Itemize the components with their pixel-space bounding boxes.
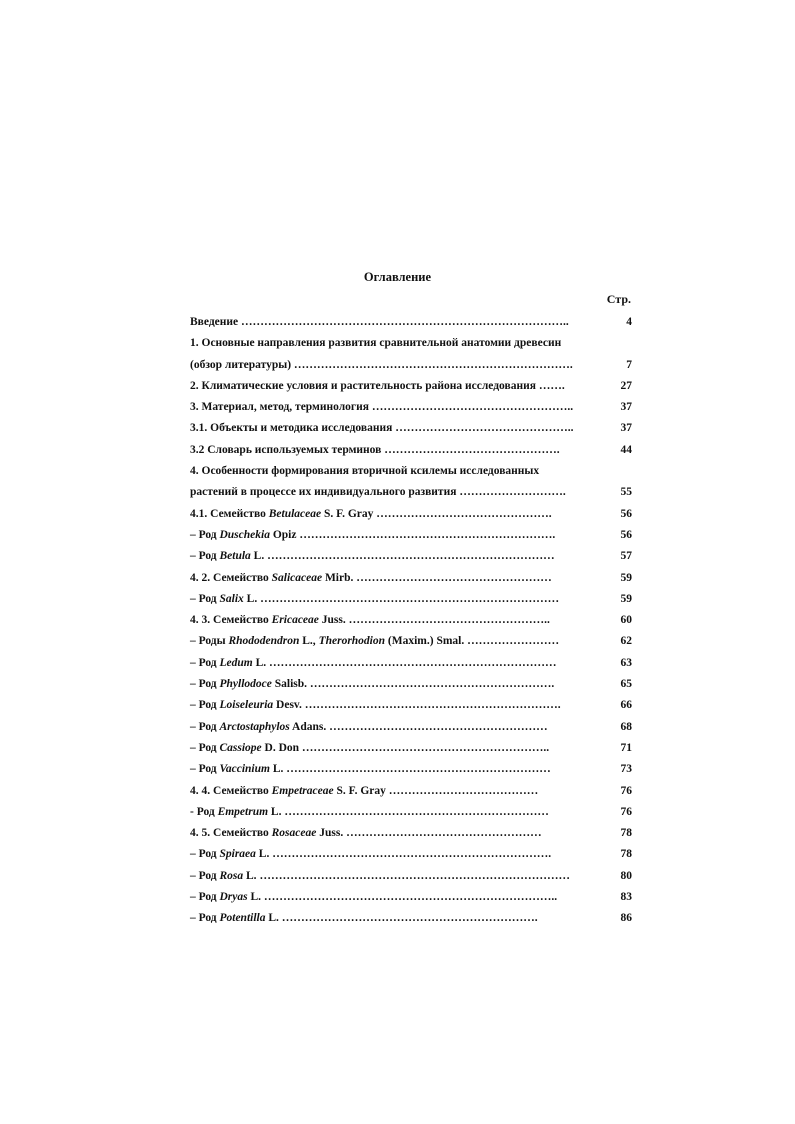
taxon-name: Therorhodion (318, 635, 386, 648)
toc-page-number: 68 (620, 720, 632, 733)
toc-entry (190, 314, 632, 335)
taxon-name: Salix (219, 592, 244, 605)
toc-entry (190, 378, 632, 399)
toc-entry (190, 335, 632, 356)
toc-entry (190, 484, 632, 505)
toc-entry-title (190, 783, 538, 799)
toc-text: 2. Климатические условия и растительность района исследования (190, 379, 539, 392)
taxon-name: Rosaceae (271, 827, 317, 840)
toc-text: 4. Особенности формирования вторичной ксилемы исследованных (190, 465, 540, 478)
taxon-name: Ericaceae (271, 614, 319, 627)
page-column-label: Стр. (606, 292, 631, 306)
toc-text: 4. 5. Семейство (190, 827, 272, 840)
toc-page-number: 56 (620, 507, 632, 520)
toc-entry-title (190, 910, 538, 926)
toc-entry (190, 548, 632, 569)
toc-entry (190, 783, 632, 804)
toc-entry-title (190, 804, 549, 820)
toc-page-number: 59 (620, 571, 632, 584)
toc-entry-title (190, 548, 555, 564)
toc-text: Desv. (273, 699, 305, 712)
toc-page-number: 4 (626, 316, 632, 328)
toc-page-number: 59 (620, 592, 632, 605)
toc-leader-dots: ……………………………………………………………………… (259, 869, 570, 882)
page-title: Оглавление (363, 270, 432, 284)
toc-text: 4.1. Семейство (190, 507, 269, 520)
toc-text: (обзор литературы) (190, 358, 294, 371)
toc-entry (190, 612, 632, 633)
toc-entry (190, 357, 632, 378)
toc-page-number: 78 (620, 848, 632, 861)
toc-leader-dots: ………………………. (459, 486, 566, 499)
toc-entry (190, 868, 632, 889)
toc-text: Opiz (269, 528, 300, 541)
toc-text: – Род (190, 763, 220, 776)
taxon-name: Potentilla (219, 912, 266, 925)
toc-leader-dots: …………………………………………………………. (304, 699, 561, 712)
toc-entry-title (190, 527, 555, 543)
toc-leader-dots: ………………………………………………… (329, 720, 548, 733)
toc-page-number: 76 (620, 784, 632, 797)
toc-text: Juss. (316, 827, 347, 840)
toc-entry-title (190, 846, 551, 862)
toc-text: L. (265, 912, 282, 925)
toc-text: – Род (190, 741, 220, 754)
toc-page-number: 86 (620, 912, 632, 925)
toc-entry (190, 825, 632, 846)
toc-page-number: 78 (620, 827, 632, 840)
toc-entry (190, 697, 632, 718)
toc-entry-title (190, 484, 566, 500)
toc-entry (190, 399, 632, 420)
taxon-name: Rhododendron (228, 635, 300, 648)
toc-entry (190, 527, 632, 548)
toc-leader-dots: …………………………………………………………… (286, 763, 551, 776)
toc-page-number: 37 (620, 401, 632, 414)
toc-entry (190, 804, 632, 825)
toc-entry (190, 846, 632, 867)
toc-leader-dots: …………………………………………………………. (281, 912, 538, 925)
toc-leader-dots: …………………………………………………………. (299, 528, 556, 541)
toc-text: – Род (190, 656, 220, 669)
toc-page-number: 71 (620, 741, 632, 754)
toc-page-number: 66 (620, 699, 632, 712)
toc-page-number: 56 (620, 528, 632, 541)
toc-text: L., (299, 635, 319, 648)
toc-text: 1. Основные направления развития сравнительной анатомии древесин (190, 337, 562, 350)
toc-page-number: 55 (620, 486, 632, 499)
toc-page-number: 57 (620, 550, 632, 563)
toc-entry (190, 676, 632, 697)
toc-page-number: 76 (620, 805, 632, 818)
toc-text: 3. Материал, метод, терминология (190, 401, 372, 414)
toc-text: 4. 4. Семейство (190, 784, 272, 797)
toc-text: – Род (190, 550, 220, 563)
toc-text: 4. 2. Семейство (190, 571, 272, 584)
toc-entry-title (190, 761, 551, 777)
toc-entry-title (190, 442, 560, 458)
toc-text: L. (255, 848, 273, 861)
taxon-name: Betula (219, 550, 251, 563)
toc-text: (Maxim.) Smal. (385, 635, 468, 648)
toc-entry (190, 655, 632, 676)
taxon-name: Empetrum (217, 805, 269, 818)
toc-leader-dots: ………………………………………………………………. (293, 358, 573, 371)
toc-text: – Род (190, 912, 220, 925)
taxon-name: Phyllodoce (219, 678, 272, 691)
toc-text: S. F. Gray (321, 507, 377, 520)
toc-leader-dots: …………………………………………… (356, 571, 552, 584)
taxon-name: Cassiope (219, 741, 262, 754)
toc-entry-title (190, 314, 569, 330)
toc-entry-title (190, 676, 554, 692)
toc-entry (190, 719, 632, 740)
toc-page-number: 80 (620, 869, 632, 882)
toc-entry-title (190, 612, 550, 628)
taxon-name: Vaccinium (219, 763, 270, 776)
toc-leader-dots: ………………………………………………………………. (272, 848, 552, 861)
toc-text: Введение (190, 316, 241, 328)
toc-entry-title (190, 868, 570, 884)
toc-entry-title (190, 335, 561, 351)
toc-text: – Род (190, 592, 220, 605)
toc-leader-dots: ………………………………………. (376, 507, 552, 520)
toc-entry-title (190, 633, 559, 649)
toc-entry-title (190, 825, 542, 841)
toc-entry-title (190, 719, 548, 735)
toc-text: – Род (190, 848, 220, 861)
toc-text: S. F. Gray (333, 784, 389, 797)
toc-entry-title (190, 591, 559, 607)
table-of-contents (190, 314, 632, 932)
toc-page-number: 65 (620, 678, 632, 691)
toc-page-number: 63 (620, 656, 632, 669)
toc-entry-title (190, 399, 573, 415)
toc-text: L. (247, 891, 264, 904)
toc-text: Adans. (289, 720, 330, 733)
toc-entry (190, 442, 632, 463)
toc-page-number: 27 (620, 379, 632, 392)
toc-entry-title (190, 463, 539, 479)
toc-entry-title (190, 697, 561, 713)
toc-entry (190, 910, 632, 931)
toc-text: L. (252, 656, 270, 669)
toc-text: L. (269, 763, 287, 776)
toc-entry-title (190, 357, 573, 373)
toc-leader-dots: …………………………………………….. (371, 401, 574, 414)
toc-entry-title (190, 506, 552, 522)
toc-leader-dots: ……………………………………………………….. (301, 741, 550, 754)
toc-text: D. Don (261, 741, 302, 754)
toc-page-number: 83 (620, 891, 632, 904)
toc-text: 3.1. Объекты и методика исследования (190, 422, 396, 435)
taxon-name: Empetraceae (271, 784, 334, 797)
toc-entry-title (190, 655, 557, 671)
taxon-name: Dryas (219, 891, 248, 904)
toc-text: 4. 3. Семейство (190, 614, 272, 627)
toc-entry (190, 761, 632, 782)
toc-text: – Род (190, 720, 220, 733)
toc-text: – Род (190, 869, 220, 882)
toc-text: – Роды (190, 635, 229, 648)
toc-leader-dots: ……………………………………….. (395, 422, 574, 435)
toc-text: - Род (190, 805, 218, 818)
toc-leader-dots: ………………………………… (388, 784, 539, 797)
toc-page-number: 60 (620, 614, 632, 627)
toc-page-number: 73 (620, 763, 632, 776)
taxon-name: Loiseleuria (219, 699, 274, 712)
taxon-name: Ledum (219, 656, 253, 669)
toc-leader-dots: …………………………………………… (346, 827, 542, 840)
toc-leader-dots: ………………………………………. (384, 443, 560, 456)
toc-entry-title (190, 378, 565, 394)
toc-leader-dots: …………………………………………………………… (284, 805, 549, 818)
toc-text: L. (268, 805, 285, 818)
toc-entry (190, 633, 632, 654)
toc-text: L. (243, 869, 260, 882)
toc-leader-dots: ………………………………………………………………… (267, 550, 555, 563)
toc-text: L. (250, 550, 268, 563)
toc-leader-dots: …………………… (467, 635, 560, 648)
taxon-name: Arctostaphylos (219, 720, 290, 733)
toc-leader-dots: ………………………………………………………………….. (263, 891, 558, 904)
toc-entry (190, 740, 632, 761)
toc-entry (190, 889, 632, 910)
toc-leader-dots: …………………………………………………………………… (260, 592, 560, 605)
toc-text: 3.2 Словарь используемых терминов (190, 443, 385, 456)
toc-entry (190, 570, 632, 591)
toc-entry (190, 506, 632, 527)
toc-text: – Род (190, 678, 220, 691)
toc-text: Juss. (318, 614, 349, 627)
taxon-name: Spiraea (219, 848, 256, 861)
toc-entry (190, 591, 632, 612)
toc-leader-dots: ………………………………………………………………… (269, 656, 557, 669)
taxon-name: Salicaceae (271, 571, 323, 584)
toc-leader-dots: ………………………………………………………………………….. (241, 316, 569, 328)
toc-entry-title (190, 889, 557, 905)
taxon-name: Duschekia (219, 528, 270, 541)
toc-text: – Род (190, 528, 220, 541)
toc-text: Salisb. (271, 678, 310, 691)
taxon-name: Rosa (219, 869, 244, 882)
toc-leader-dots: …………………………………………….. (348, 614, 550, 627)
toc-page-number: 44 (620, 443, 632, 456)
toc-entry-title (190, 740, 549, 756)
toc-leader-dots: ……. (538, 379, 565, 392)
toc-text: растений в процессе их индивидуального развития (190, 486, 460, 499)
toc-text: Mirb. (322, 571, 357, 584)
toc-text: – Род (190, 891, 220, 904)
toc-text: – Род (190, 699, 220, 712)
toc-leader-dots: ………………………………………………………. (309, 678, 555, 691)
toc-entry (190, 463, 632, 484)
toc-page-number: 62 (620, 635, 632, 648)
toc-entry-title (190, 570, 552, 586)
toc-text: L. (243, 592, 261, 605)
taxon-name: Betulaceae (268, 507, 322, 520)
toc-entry-title (190, 420, 573, 436)
toc-page-number: 7 (626, 358, 632, 371)
toc-page-number: 37 (620, 422, 632, 435)
toc-entry (190, 420, 632, 441)
